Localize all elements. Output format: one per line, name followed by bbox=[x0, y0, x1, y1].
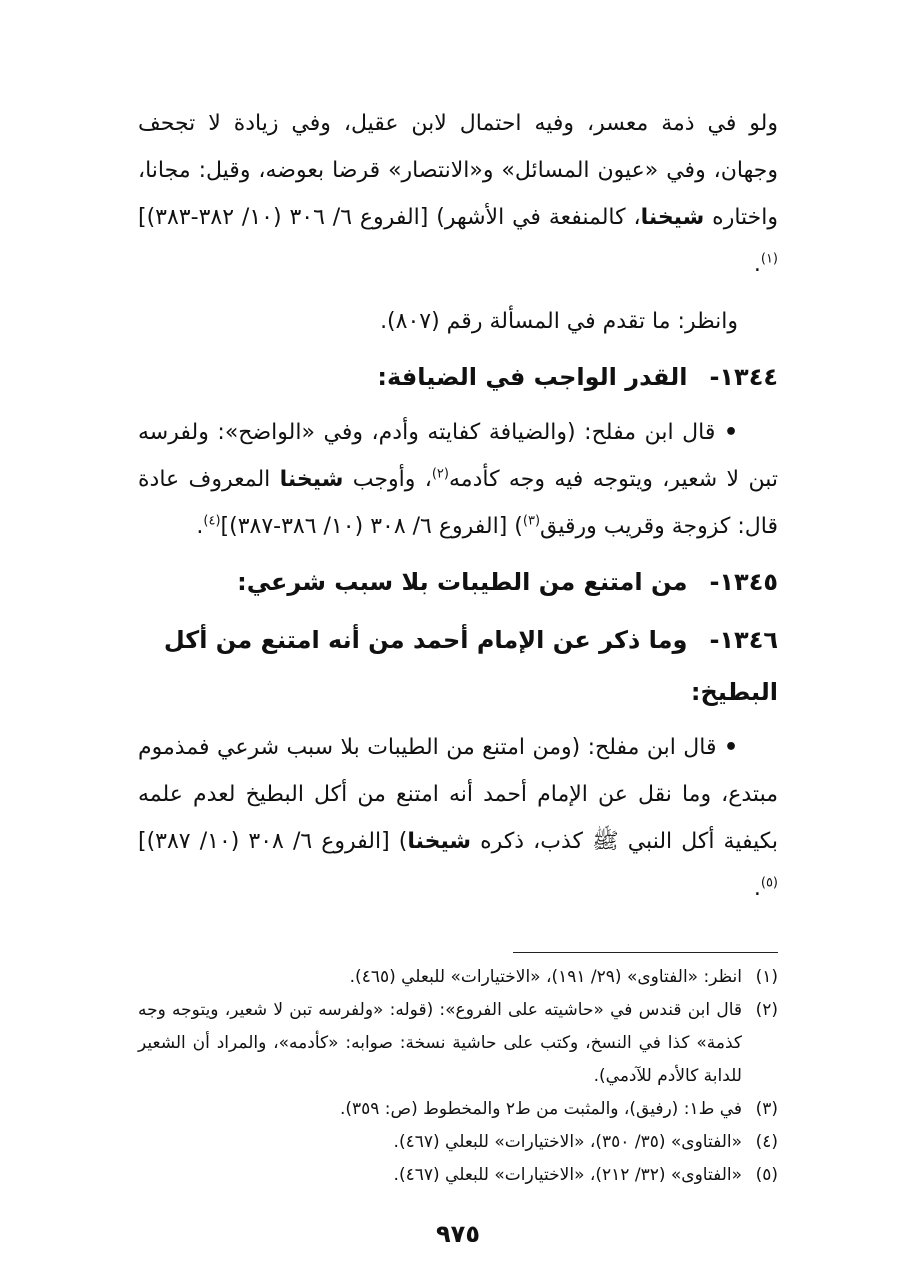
paragraph-text: المعروف عادة قال: كزوجة وقريب ورقيق bbox=[138, 467, 778, 539]
section-title: من امتنع من الطيبات بلا سبب شرعي: bbox=[237, 568, 688, 596]
footnote-number: (٣) bbox=[755, 1099, 778, 1119]
page-number: ٩٧٥ bbox=[436, 1220, 480, 1248]
section-title: القدر الواجب في الضيافة: bbox=[377, 363, 688, 391]
section-heading-1346 bbox=[138, 614, 778, 718]
quote-paragraph bbox=[138, 724, 778, 912]
footnote-text: انظر: «الفتاوى» (٢٩/ ١٩١)، «الاختيارات» للبعلي (٤٦٥). bbox=[349, 967, 742, 987]
footnote-text: «الفتاوى» (٣٥/ ٣٥٠)، «الاختيارات» للبعلي (٤٦٧). bbox=[393, 1132, 742, 1152]
section-title: وما ذكر عن الإمام أحمد من أنه امتنع من أكل البطيخ: bbox=[163, 626, 778, 706]
period: . bbox=[753, 876, 761, 901]
period: . bbox=[196, 514, 204, 539]
footnote-text: قال ابن قندس في «حاشيته على الفروع»: (قوله: «ولفرسه تبن لا شعير، ويتوجه وجه كذمة» كذا في النسخ، وكتب على حاشية نسخة: صوابه: «كأدمه»، والمراد أن الشعير للدابة كالأدم للآدمي). bbox=[138, 1000, 742, 1086]
paragraph-text: قال ابن مفلح: (والضيافة كفايته وأدم، وفي «الواضح»: ولفرسه تبن لا شعير، ويتوجه فيه وجه كأدمه bbox=[138, 420, 779, 492]
footnote-item bbox=[138, 994, 778, 1093]
footnote-ref[interactable]: (٣) bbox=[522, 513, 541, 529]
footnote-number: (٥) bbox=[755, 1165, 778, 1185]
section-heading-1345 bbox=[138, 556, 778, 608]
paragraph-text: ولو في ذمة معسر، وفيه احتمال لابن عقيل، وفي زيادة لا تجحف وجهان، وفي «عيون المسائل» و«الانتصار» قرضا بعوضه، وقيل: مجانا، واختاره bbox=[138, 111, 779, 230]
footnote-number: (١) bbox=[755, 967, 778, 987]
period: . bbox=[753, 252, 761, 277]
see-also-paragraph: وانظر: ما تقدم في المسألة رقم (٨٠٧). bbox=[380, 309, 738, 334]
quote-paragraph bbox=[138, 409, 778, 550]
paragraph-text: ، كالمنفعة في الأشهر) [الفروع ٦/ ٣٠٦ (١٠/ ٣٨٢-٣٨٣)] bbox=[138, 205, 641, 230]
footnote-item bbox=[138, 961, 778, 994]
bold-term: شيخنا bbox=[279, 467, 344, 492]
footnote-ref[interactable]: (٢) bbox=[431, 466, 449, 482]
footnote-item bbox=[138, 1126, 778, 1159]
page-body bbox=[138, 100, 779, 1248]
paragraph-text: ، وأوجب bbox=[343, 467, 432, 492]
footnote-item bbox=[138, 1093, 778, 1126]
paragraph-text: ) [الفروع ٦/ ٣٠٨ (١٠/ ٣٨٧)] bbox=[138, 829, 408, 854]
footnote-separator bbox=[513, 952, 778, 953]
section-heading-1344 bbox=[138, 351, 778, 403]
paragraph-text: ) [الفروع ٦/ ٣٠٨ (١٠/ ٣٨٦-٣٨٧)] bbox=[220, 514, 523, 539]
bullet-icon: • bbox=[723, 735, 738, 760]
bullet-icon: • bbox=[723, 420, 738, 445]
bold-term: شيخنا bbox=[640, 205, 705, 230]
section-number: ١٣٤٥- bbox=[709, 568, 778, 596]
paragraph-text: قال ابن مفلح: (ومن امتنع من الطيبات بلا سبب شرعي فمذموم مبتدع، وما نقل عن الإمام أحمد أنه امتنع من أكل البطيخ لعدم علمه بكيفية أكل النبي ﷺ كذب، ذكره bbox=[138, 735, 779, 854]
section-number: ١٣٤٤- bbox=[709, 363, 778, 391]
footnotes bbox=[138, 961, 778, 1192]
footnote-item bbox=[138, 1159, 778, 1192]
footnote-number: (٢) bbox=[755, 1000, 778, 1020]
bold-term: شيخنا bbox=[407, 829, 472, 854]
section-number: ١٣٤٦- bbox=[709, 626, 778, 654]
footnote-ref[interactable]: (١) bbox=[760, 251, 778, 267]
footnote-text: «الفتاوى» (٣٢/ ٢١٢)، «الاختيارات» للبعلي (٤٦٧). bbox=[393, 1165, 742, 1185]
footnote-text: في ط١: (رفيق)، والمثبت من ط٢ والمخطوط (ص: ٣٥٩). bbox=[339, 1099, 742, 1119]
footnote-ref[interactable]: (٥) bbox=[760, 875, 778, 891]
paragraph-continued bbox=[138, 100, 778, 288]
footnote-ref[interactable]: (٤) bbox=[203, 513, 221, 529]
footnote-number: (٤) bbox=[755, 1132, 778, 1152]
